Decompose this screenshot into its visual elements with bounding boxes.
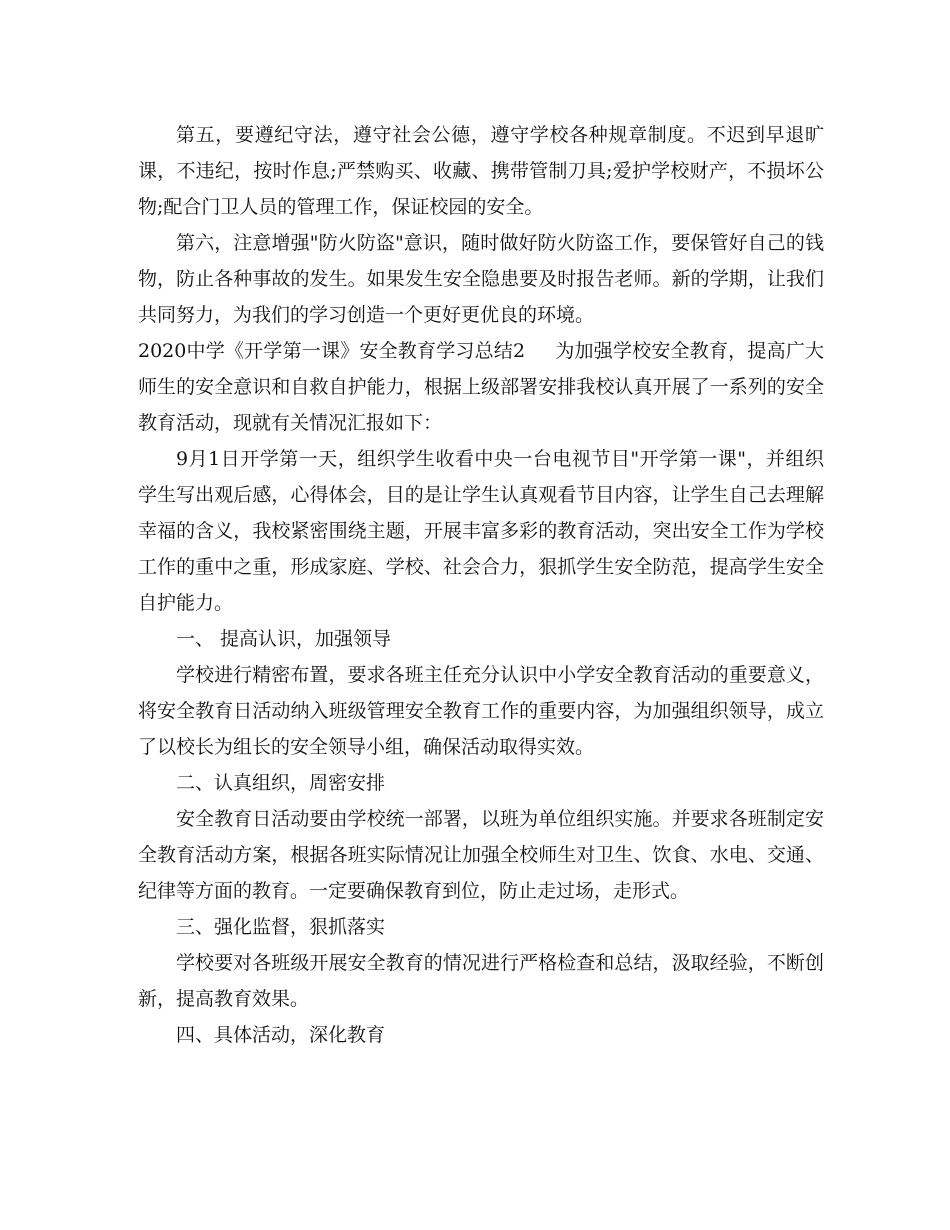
section-heading-1: 一、 提高认识，加强领导 [176,628,392,650]
paragraph-summary-intro [138,333,824,441]
section-heading-3: 三、强化监督，狠抓落实 [176,916,386,938]
section-heading-2: 二、认真组织，周密安排 [176,772,386,794]
paragraph-rule-five: 第五，要遵纪守法，遵守社会公德，遵守学校各种规章制度。不迟到早退旷课，不违纪，按时作息;严禁购买、收藏、携带管制刀具;爱护学校财产，不损坏公物;配合门卫人员的管理工作，保证校园的安全。 [138,124,824,218]
document-body [138,117,824,1053]
section-heading-4: 四、具体活动，深化教育 [176,1024,386,1046]
summary-title: 2020中学《开学第一课》安全教育学习总结2 [138,340,526,362]
paragraph-first-day: 9月1日开学第一天，组织学生收看中央一台电视节目"开学第一课"，并组织学生写出观后感，心得体会，目的是让学生认真观看节目内容，让学生自己去理解幸福的含义，我校紧密围绕主题，开展丰富多彩的教育活动，突出安全工作为学校工作的重中之重，形成家庭、学校、社会合力，狠抓学生安全防范，提高学生安全自护能力。 [138,448,824,614]
paragraph-rule-six: 第六，注意增强"防火防盗"意识，随时做好防火防盗工作，要保管好自己的钱物，防止各种事故的发生。如果发生安全隐患要及时报告老师。新的学期，让我们共同努力，为我们的学习创造一个更好更优良的环境。 [138,232,824,326]
paragraph-section-2: 安全教育日活动要由学校统一部署，以班为单位组织实施。并要求各班制定安全教育活动方案，根据各班实际情况让加强全校师生对卫生、饮食、水电、交通、纪律等方面的教育。一定要确保教育到位，防止走过场，走形式。 [138,808,824,902]
paragraph-section-3: 学校要对各班级开展安全教育的情况进行严格检查和总结，汲取经验，不断创新，提高教育效果。 [138,952,824,1010]
paragraph-section-1: 学校进行精密布置，要求各班主任充分认识中小学安全教育活动的重要意义，将安全教育日活动纳入班级管理安全教育工作的重要内容，为加强组织领导，成立了以校长为组长的安全领导小组，确保活动取得实效。 [138,664,824,758]
summary-intro-text: 为加强学校安全教育，提高广大师生的安全意识和自救自护能力，根据上级部署安排我校认真开展了一系列的安全教育活动，现就有关情况汇报如下： [138,340,824,434]
